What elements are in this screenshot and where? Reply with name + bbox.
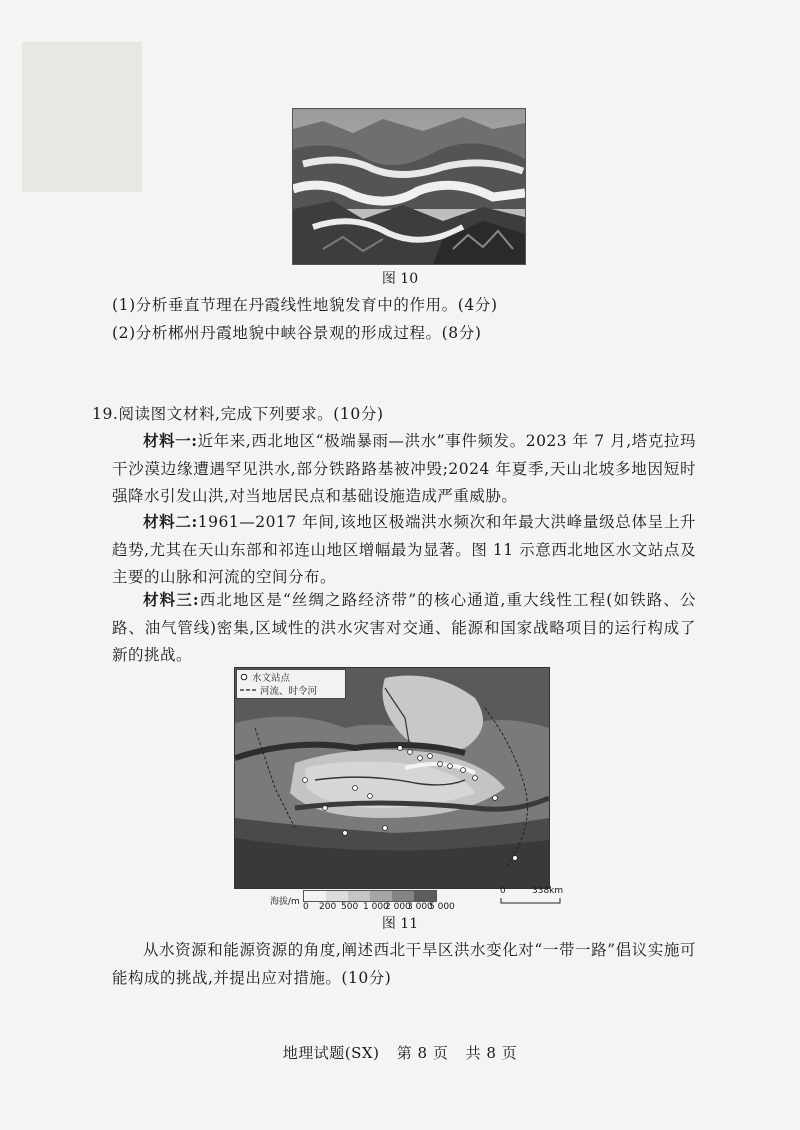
footer-subject: 地理试题(SX) (282, 1044, 380, 1062)
material-3 (112, 586, 696, 670)
elevation-tick-label: 500 (341, 902, 359, 912)
material-3-text: 西北地区是“丝绸之路经济带”的核心通道,重大线性工程(如铁路、公路、油气管线)密集,区域性的洪水灾害对交通、能源和国家战略项目的运行构成了新的挑战。 (112, 591, 696, 664)
river-line-icon (240, 686, 256, 694)
elevation-swatch (414, 891, 436, 901)
q19-heading: 19.阅读图文材料,完成下列要求。(10分) (92, 405, 384, 423)
footer-total: 共 8 页 (465, 1044, 518, 1062)
footer-page: 第 8 页 (396, 1044, 449, 1062)
page-footer (0, 1042, 800, 1063)
q19-question: 从水资源和能源资源的角度,阐述西北干旱区洪水变化对“一带一路”倡议实施可能构成的挑战,并提出应对措施。(10分) (112, 941, 696, 987)
elevation-swatch (348, 891, 370, 901)
material-2-text: 1961—2017 年间,该地区极端洪水频次和年最大洪峰量级总体呈上升趋势,尤其在天山东部和祁连山地区增幅最为显著。图 11 示意西北地区水文站点及主要的山脉和河流的空间分布。 (112, 513, 696, 586)
elevation-tick-label: 5 000 (429, 902, 455, 912)
legend-river-label: 河流、时令河 (260, 685, 318, 697)
elevation-legend (270, 888, 570, 916)
elevation-tick-label: 0 (303, 902, 309, 912)
scale-bar (500, 898, 562, 904)
material-2-label: 材料二: (143, 512, 198, 531)
map-legend (236, 669, 346, 699)
figure-10-caption: 图 10 (381, 271, 419, 287)
scale-end: 338km (532, 886, 564, 896)
legend-station-label: 水文站点 (252, 672, 291, 684)
material-3-label: 材料三: (143, 590, 200, 609)
elevation-tick-label: 2 000 (385, 902, 411, 912)
legend-station (237, 670, 345, 683)
elevation-label: 海拔/m (270, 897, 300, 907)
elevation-swatch (326, 891, 348, 901)
station-marker-icon (240, 673, 248, 681)
figure-11-map (234, 667, 550, 889)
q18-subquestion-2: (2)分析郴州丹霞地貌中峡谷景观的形成过程。(8分) (112, 324, 482, 342)
elevation-color-bar (303, 890, 437, 902)
elevation-tick-label: 3 000 (407, 902, 433, 912)
elevation-swatch (392, 891, 414, 901)
material-1-text: 近年来,西北地区“极端暴雨—洪水”事件频发。2023 年 7 月,塔克拉玛干沙漠边缘遭遇罕见洪水,部分铁路路基被冲毁;2024 年夏季,天山北坡多地因短时强降水引发山洪,对当地居民点和基础设施造成严重威胁。 (112, 432, 696, 505)
elevation-tick-label: 200 (319, 902, 337, 912)
elevation-swatch (370, 891, 392, 901)
elevation-tick-label: 1 000 (363, 902, 389, 912)
q18-subquestion-1: (1)分析垂直节理在丹霞线性地貌发育中的作用。(4分) (112, 296, 498, 314)
scan-smudge (22, 42, 142, 192)
material-2 (112, 508, 696, 592)
material-1-label: 材料一: (143, 431, 198, 450)
legend-river (237, 683, 345, 696)
elevation-swatch (304, 891, 326, 901)
figure-11-caption: 图 11 (381, 916, 419, 932)
material-1 (112, 427, 696, 511)
figure-10-photo (292, 108, 526, 265)
scale-start: 0 (500, 886, 506, 896)
